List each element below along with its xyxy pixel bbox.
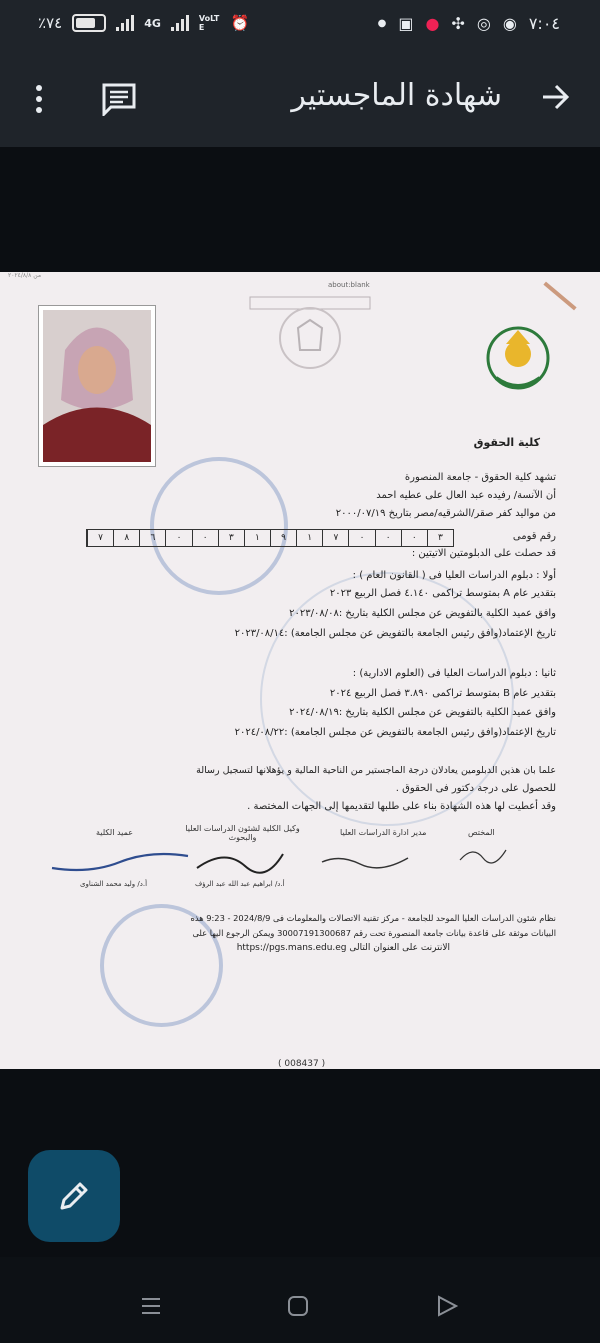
second-diploma-approval: تاريخ الإعتماد(وافق رئيس الجامعة بالتفويض عن مجلس الجامعة) :٢٠٢٤/٠٨/٢٢ [234, 727, 556, 738]
sig-manager-title: مدير ادارة الدراسات العليا [340, 828, 427, 837]
cert-line-5: قد حصلت على الدبلومتين الاتيتين : [411, 548, 556, 559]
comment-icon[interactable] [101, 82, 137, 116]
national-id-digit: ١ [244, 530, 270, 546]
certificate-image[interactable] [0, 272, 600, 1069]
more-options-icon[interactable] [34, 84, 44, 114]
app-icon-2: ● [425, 14, 440, 33]
cert-line-2: أن الآنسة/ رفيده عبد العال على عطيه احمد [376, 490, 556, 501]
system-nav-bar [0, 1257, 600, 1343]
national-id-label: رقم قومى [512, 531, 556, 542]
signature-manager [320, 844, 410, 874]
about-blank-label: about:blank [328, 281, 370, 289]
dot-icon: ● [377, 18, 387, 29]
note-line-3: وقد أعطيت لها هذه الشهادة بناء على طلبها لتقديمها إلى الجهات المختصة . [247, 801, 556, 812]
national-id-digit: ٩ [270, 530, 296, 546]
second-diploma-heading: ثانيا : دبلوم الدراسات العليا فى (العلوم الادارية) : [352, 668, 556, 679]
recent-apps-icon[interactable] [140, 1295, 162, 1317]
signature-dean [50, 844, 190, 874]
messenger-icon: ◉ [502, 14, 517, 33]
signature-specialist [458, 840, 508, 870]
vice-dean-name: أ.د/ ابراهيم عبد الله عبد الرؤف [195, 880, 285, 888]
signal-icon [116, 15, 134, 31]
second-diploma-dean: وافق عميد الكلية بالتفويض عن مجلس الكلية بتاريخ :٢٠٢٤/٠٨/١٩ [289, 707, 556, 718]
first-diploma-dean: وافق عميد الكلية بالتفويض عن مجلس الكلية بتاريخ :٢٠٢٣/٠٨/٠٨ [289, 608, 556, 619]
pencil-icon [56, 1178, 92, 1214]
national-id-digit: ٠ [375, 530, 401, 546]
student-photo [38, 305, 156, 467]
home-icon[interactable] [287, 1295, 309, 1317]
cert-line-3: من مواليد كفر صقر/الشرقيه/مصر بتاريخ ٢٠٠٠/٠٧/١٩ [335, 508, 556, 519]
cert-line-1: تشهد كلية الحقوق - جامعة المنصورة [404, 472, 556, 483]
alarm-icon: ⏰ [230, 14, 250, 32]
footer-line-2: البيانات موثقة على قاعدة بيانات جامعة المنصورة تحت رقم 30007191300687 ويمكن الرجوع اليها على [192, 928, 556, 938]
signature-vice-dean [195, 844, 285, 874]
network-type: 4G [144, 16, 161, 30]
first-diploma-heading: أولا : دبلوم الدراسات العليا فى ( القانون العام ) : [352, 570, 556, 581]
app-icon-1: ▣ [398, 14, 414, 33]
pen-mark [543, 282, 576, 311]
instagram-icon: ◎ [476, 14, 491, 33]
national-id-digit: ٧ [322, 530, 348, 546]
national-id-digit: ٠ [348, 530, 374, 546]
national-id-digit: ٨ [113, 530, 139, 546]
sig-dean-title: عميد الكلية [96, 828, 133, 837]
serial-number: ( 008437 ) [278, 1059, 326, 1069]
pinwheel-icon: ✣ [451, 14, 465, 33]
back-nav-icon[interactable] [436, 1295, 458, 1317]
first-diploma-approval: تاريخ الإعتماد(وافق رئيس الجامعة بالتفويض عن مجلس الجامعة) :٢٠٢٣/٠٨/١٤ [234, 628, 556, 639]
university-logo [486, 322, 550, 397]
national-id-digit: ٠ [401, 530, 427, 546]
faculty-name: كلية الحقوق [473, 436, 540, 449]
volte-label: VoLTE [198, 14, 220, 32]
signal-icon-2 [171, 15, 189, 31]
battery-icon [72, 14, 106, 32]
edit-button[interactable] [28, 1150, 120, 1242]
print-stamp: من ٢٠٢٤/٨/٨ [8, 272, 42, 279]
footer-line-1: نظام شئون الدراسات العليا الموحد للجامعة - مركز تقنية الاتصالات والمعلومات فى 2024/8/9 - 9:23 هذه [190, 913, 556, 923]
national-id-digit: ٠ [165, 530, 191, 546]
clock-time: ٧:٠٤ [528, 14, 560, 33]
second-diploma-grade: بتقدير عام B بمتوسط تراكمى ٣.٨٩٠ فصل الربيع ٢٠٢٤ [329, 688, 556, 699]
note-line-1: علما بان هذين الدبلومين يعادلان درجة الماجستير من الناحية المالية و يؤهلانها لتسجيل رسالة [196, 765, 556, 776]
national-id-digit: ٦ [139, 530, 165, 546]
note-line-2: للحصول على درجة دكتور فى الحقوق . [395, 783, 556, 794]
national-id-grid [86, 529, 454, 547]
back-arrow-icon[interactable] [540, 82, 570, 112]
faculty-seal [150, 457, 288, 595]
status-bar [0, 0, 600, 52]
national-id-digit: ١ [296, 530, 322, 546]
national-id-digit: ٠ [192, 530, 218, 546]
sig-specialist-title: المختص [468, 828, 495, 837]
national-id-digit: ٧ [87, 530, 113, 546]
battery-percent: ٪٧٤ [38, 14, 63, 32]
portrait-image [43, 310, 151, 462]
national-id-digit: ٣ [218, 530, 244, 546]
footer-line-3: الانترنت على العنوان التالى https://pgs.mans.edu.eg [236, 943, 450, 953]
page-title: شهادة الماجستير [291, 78, 502, 113]
sig-vice-dean-title: وكيل الكلية لشئون الدراسات العليا والبحوث [185, 824, 300, 842]
ministry-emblem [240, 292, 380, 372]
first-diploma-grade: بتقدير عام A بمتوسط تراكمى ٤.١٤٠ فصل الربيع ٢٠٢٣ [329, 588, 556, 599]
dean-name: أ.د/ وليد محمد الشناوى [80, 880, 148, 888]
national-id-digit: ٣ [427, 530, 453, 546]
app-bar [0, 52, 600, 147]
